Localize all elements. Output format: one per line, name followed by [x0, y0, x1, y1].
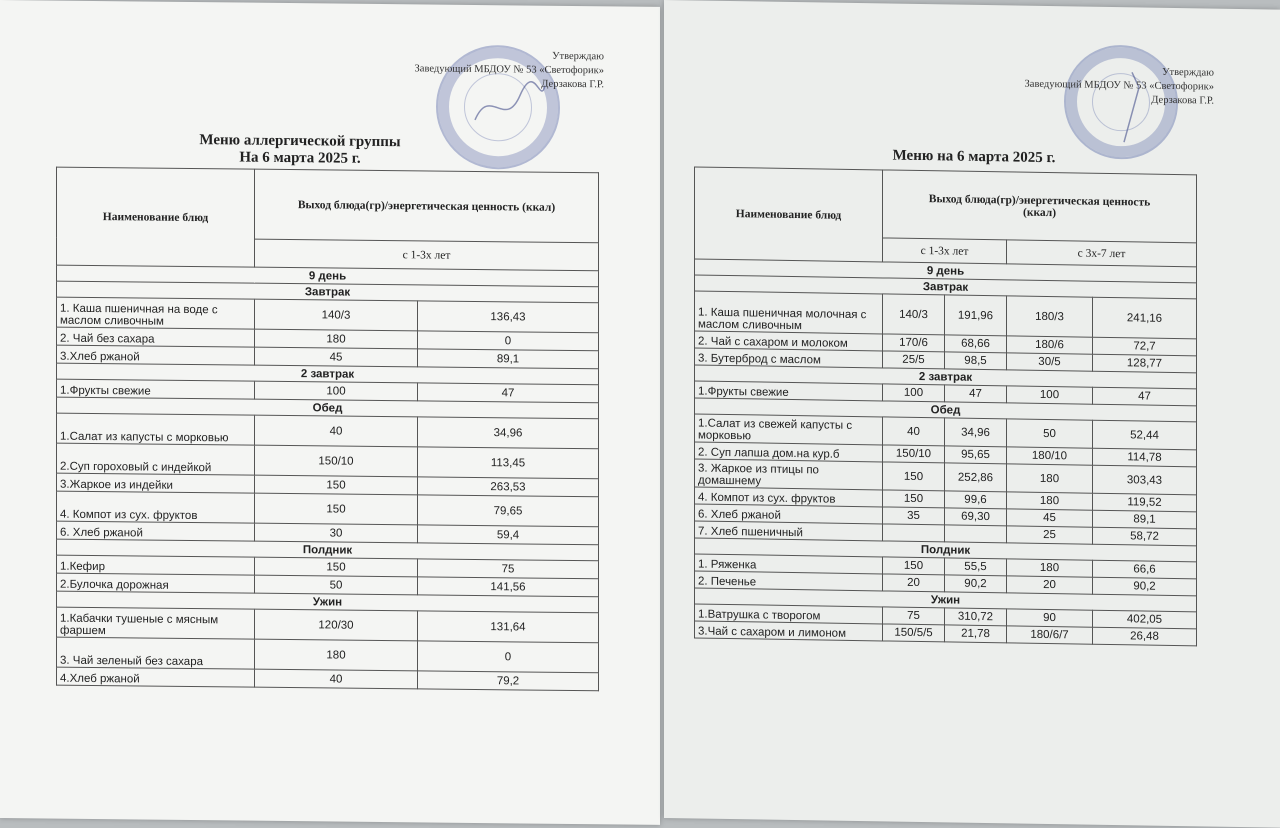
portion-weight: 50: [255, 575, 418, 595]
portion-weight-3-7: 30/5: [1007, 353, 1093, 371]
section-label: Полдник: [57, 539, 599, 561]
energy-kcal: 34,96: [418, 417, 599, 449]
energy-kcal-1-3: 21,78: [945, 625, 1007, 643]
portion-weight: 100: [255, 381, 418, 401]
energy-kcal-3-7: 66,6: [1093, 560, 1197, 579]
portion-weight-1-3: 40: [883, 417, 945, 446]
dish-name: 1.Фрукты свежие: [695, 381, 883, 401]
menu-table-right: [694, 166, 1197, 646]
portion-weight-3-7: 50: [1007, 419, 1093, 448]
header-age-1: с 1-3х лет: [883, 238, 1007, 264]
dish-name: 2.Булочка дорожная: [57, 573, 255, 593]
energy-kcal-3-7: 402,05: [1093, 610, 1197, 629]
portion-weight: 180: [255, 329, 418, 349]
approval-head: Заведующий МБДОУ № 53 «Светофорик»: [414, 63, 604, 77]
portion-weight-1-3: 150: [883, 557, 945, 575]
dish-name: 1.Салат из свежей капусты с морковью: [695, 414, 883, 445]
right-menu-sheet: [664, 0, 1280, 828]
section-label: Полдник: [695, 538, 1197, 562]
portion-weight: 30: [255, 523, 418, 543]
approval-approve: Утверждаю: [552, 50, 604, 63]
portion-weight-3-7: 180: [1007, 492, 1093, 510]
portion-weight-1-3: 20: [883, 574, 945, 592]
energy-kcal: 263,53: [418, 477, 599, 497]
energy-kcal: 131,64: [418, 611, 599, 643]
portion-weight: 150: [255, 475, 418, 495]
portion-weight-3-7: 180/10: [1007, 447, 1093, 465]
approval-name: Дерзакова Г.Р.: [541, 78, 604, 91]
energy-kcal: 136,43: [418, 301, 599, 333]
dish-name: 6. Хлеб ржаной: [695, 504, 883, 524]
energy-kcal-3-7: 52,44: [1093, 420, 1197, 450]
energy-kcal-3-7: 47: [1093, 387, 1197, 406]
portion-weight: 150: [255, 557, 418, 577]
portion-weight-1-3: 75: [883, 607, 945, 625]
header-age: с 1-3х лет: [255, 239, 599, 271]
portion-weight-1-3: 25/5: [883, 351, 945, 369]
section-label: Ужин: [57, 591, 599, 613]
table-row: [57, 413, 599, 449]
day-label: 9 день: [57, 265, 599, 287]
header-dish: Наименование блюд: [57, 167, 255, 267]
portion-weight-1-3: 35: [883, 507, 945, 525]
portion-weight-3-7: 25: [1007, 526, 1093, 544]
approval-approve: Утверждаю: [1162, 66, 1214, 79]
energy-kcal-1-3: 252,86: [945, 463, 1007, 492]
portion-weight-3-7: 100: [1007, 386, 1093, 404]
energy-kcal: 113,45: [418, 447, 599, 479]
energy-kcal: 47: [418, 383, 599, 403]
dish-name: 3.Хлеб ржаной: [57, 345, 255, 365]
table-row: [57, 297, 599, 333]
section-label: 2 завтрак: [695, 365, 1197, 389]
energy-kcal: 141,56: [418, 577, 599, 597]
dish-name: 1.Салат из капусты с морковью: [57, 413, 255, 445]
portion-weight: 40: [255, 669, 418, 689]
energy-kcal: 0: [418, 641, 599, 673]
energy-kcal: 0: [418, 331, 599, 351]
approval-head: Заведующий МБДОУ № 53 «Светофорик»: [1024, 78, 1214, 93]
energy-kcal-3-7: 303,43: [1093, 465, 1197, 495]
section-label: Завтрак: [695, 275, 1197, 299]
energy-kcal-1-3: 99,6: [945, 491, 1007, 509]
day-label: 9 день: [695, 259, 1197, 283]
header-output: Выход блюда(гр)/энергетическая ценность (ккал): [883, 170, 1197, 243]
energy-kcal: 89,1: [418, 349, 599, 369]
dish-name: 2. Чай с сахаром и молоком: [695, 331, 883, 351]
menu-table-left: [56, 167, 599, 692]
portion-weight-1-3: 170/6: [883, 334, 945, 352]
portion-weight-3-7: 45: [1007, 509, 1093, 527]
portion-weight-1-3: 150/10: [883, 445, 945, 463]
dish-name: 1. Каша пшеничная на воде с маслом сливочным: [57, 297, 255, 329]
energy-kcal-1-3: 98,5: [945, 352, 1007, 370]
portion-weight: 45: [255, 347, 418, 367]
energy-kcal-1-3: [945, 525, 1007, 543]
dish-name: 2. Чай без сахара: [57, 327, 255, 347]
energy-kcal-1-3: 69,30: [945, 508, 1007, 526]
portion-weight-1-3: 150/5/5: [883, 624, 945, 642]
energy-kcal-1-3: 47: [945, 385, 1007, 403]
portion-weight-3-7: 90: [1007, 609, 1093, 627]
dish-name: 1.Фрукты свежие: [57, 379, 255, 399]
dish-name: 4. Компот из сух. фруктов: [57, 491, 255, 523]
dish-name: 1.Ватрушка с творогом: [695, 604, 883, 624]
energy-kcal-3-7: 90,2: [1093, 577, 1197, 596]
portion-weight: 140/3: [255, 299, 418, 331]
energy-kcal-3-7: 128,77: [1093, 354, 1197, 373]
energy-kcal-3-7: 119,52: [1093, 493, 1197, 512]
energy-kcal: 75: [418, 559, 599, 579]
header-dish: Наименование блюд: [695, 167, 883, 262]
dish-name: 1.Кефир: [57, 555, 255, 575]
dish-name: 7. Хлеб пшеничный: [695, 521, 883, 541]
portion-weight-3-7: 180: [1007, 464, 1093, 493]
portion-weight: 150: [255, 493, 418, 525]
energy-kcal: 79,65: [418, 495, 599, 527]
energy-kcal-1-3: 95,65: [945, 446, 1007, 464]
energy-kcal-1-3: 55,5: [945, 558, 1007, 576]
portion-weight-3-7: 180/3: [1007, 296, 1093, 337]
table-row: [57, 637, 599, 673]
energy-kcal: 59,4: [418, 525, 599, 545]
portion-weight: 40: [255, 415, 418, 447]
dish-name: 4. Компот из сух. фруктов: [695, 487, 883, 507]
header-output: Выход блюда(гр)/энергетическая ценность (ккал): [255, 169, 599, 243]
title-left: Меню аллергической группы: [199, 132, 401, 151]
table-row: [57, 491, 599, 527]
page-title-left: [150, 132, 450, 169]
page-title-right: [844, 147, 1104, 168]
energy-kcal-1-3: 68,66: [945, 335, 1007, 353]
energy-kcal-1-3: 310,72: [945, 608, 1007, 626]
energy-kcal-3-7: 26,48: [1093, 627, 1197, 646]
portion-weight-1-3: [883, 524, 945, 542]
table-row: [695, 291, 1197, 339]
dish-name: 3. Чай зеленый без сахара: [57, 637, 255, 669]
portion-weight-3-7: 180/6/7: [1007, 626, 1093, 644]
dish-name: 1.Кабачки тушеные с мясным фаршем: [57, 607, 255, 639]
approval-block-right: [964, 63, 1214, 109]
subtitle-left: На 6 марта 2025 г.: [239, 149, 361, 167]
section-label: Завтрак: [57, 281, 599, 303]
dish-name: 3. Бутерброд с маслом: [695, 348, 883, 368]
energy-kcal-3-7: 114,78: [1093, 448, 1197, 467]
energy-kcal-3-7: 89,1: [1093, 510, 1197, 529]
energy-kcal-1-3: 90,2: [945, 575, 1007, 593]
dish-name: 2.Суп гороховый с индейкой: [57, 443, 255, 475]
section-label: Обед: [695, 398, 1197, 422]
approval-name: Дерзакова Г.Р.: [1151, 94, 1214, 107]
energy-kcal: 79,2: [418, 671, 599, 691]
title-right: Меню на 6 марта 2025 г.: [892, 147, 1056, 167]
energy-kcal-1-3: 34,96: [945, 418, 1007, 447]
energy-kcal-3-7: 58,72: [1093, 527, 1197, 546]
dish-name: 6. Хлеб ржаной: [57, 521, 255, 541]
section-label: Ужин: [695, 588, 1197, 612]
portion-weight: 150/10: [255, 445, 418, 477]
dish-name: 3. Жаркое из птицы по домашнему: [695, 459, 883, 490]
section-label: Обед: [57, 397, 599, 419]
table-row: [57, 443, 599, 479]
approval-block-left: [360, 48, 604, 93]
dish-name: 1. Ряженка: [695, 554, 883, 574]
dish-name: 2. Печенье: [695, 571, 883, 591]
portion-weight-1-3: 150: [883, 490, 945, 508]
portion-weight-1-3: 100: [883, 384, 945, 402]
energy-kcal-3-7: 72,7: [1093, 337, 1197, 356]
energy-kcal-1-3: 191,96: [945, 295, 1007, 336]
portion-weight-1-3: 140/3: [883, 294, 945, 335]
dish-name: 2. Суп лапша дом.на кур.б: [695, 442, 883, 462]
portion-weight-3-7: 180: [1007, 559, 1093, 577]
dish-name: 1. Каша пшеничная молочная с маслом сливочным: [695, 291, 883, 334]
portion-weight-1-3: 150: [883, 462, 945, 491]
dish-name: 3.Чай с сахаром и лимоном: [695, 621, 883, 641]
portion-weight: 180: [255, 639, 418, 671]
dish-name: 4.Хлеб ржаной: [57, 667, 255, 687]
portion-weight-3-7: 20: [1007, 576, 1093, 594]
energy-kcal-3-7: 241,16: [1093, 297, 1197, 339]
header-age-2: с 3х-7 лет: [1007, 240, 1197, 267]
dish-name: 3.Жаркое из индейки: [57, 473, 255, 493]
portion-weight: 120/30: [255, 609, 418, 641]
section-label: 2 завтрак: [57, 363, 599, 385]
portion-weight-3-7: 180/6: [1007, 336, 1093, 354]
